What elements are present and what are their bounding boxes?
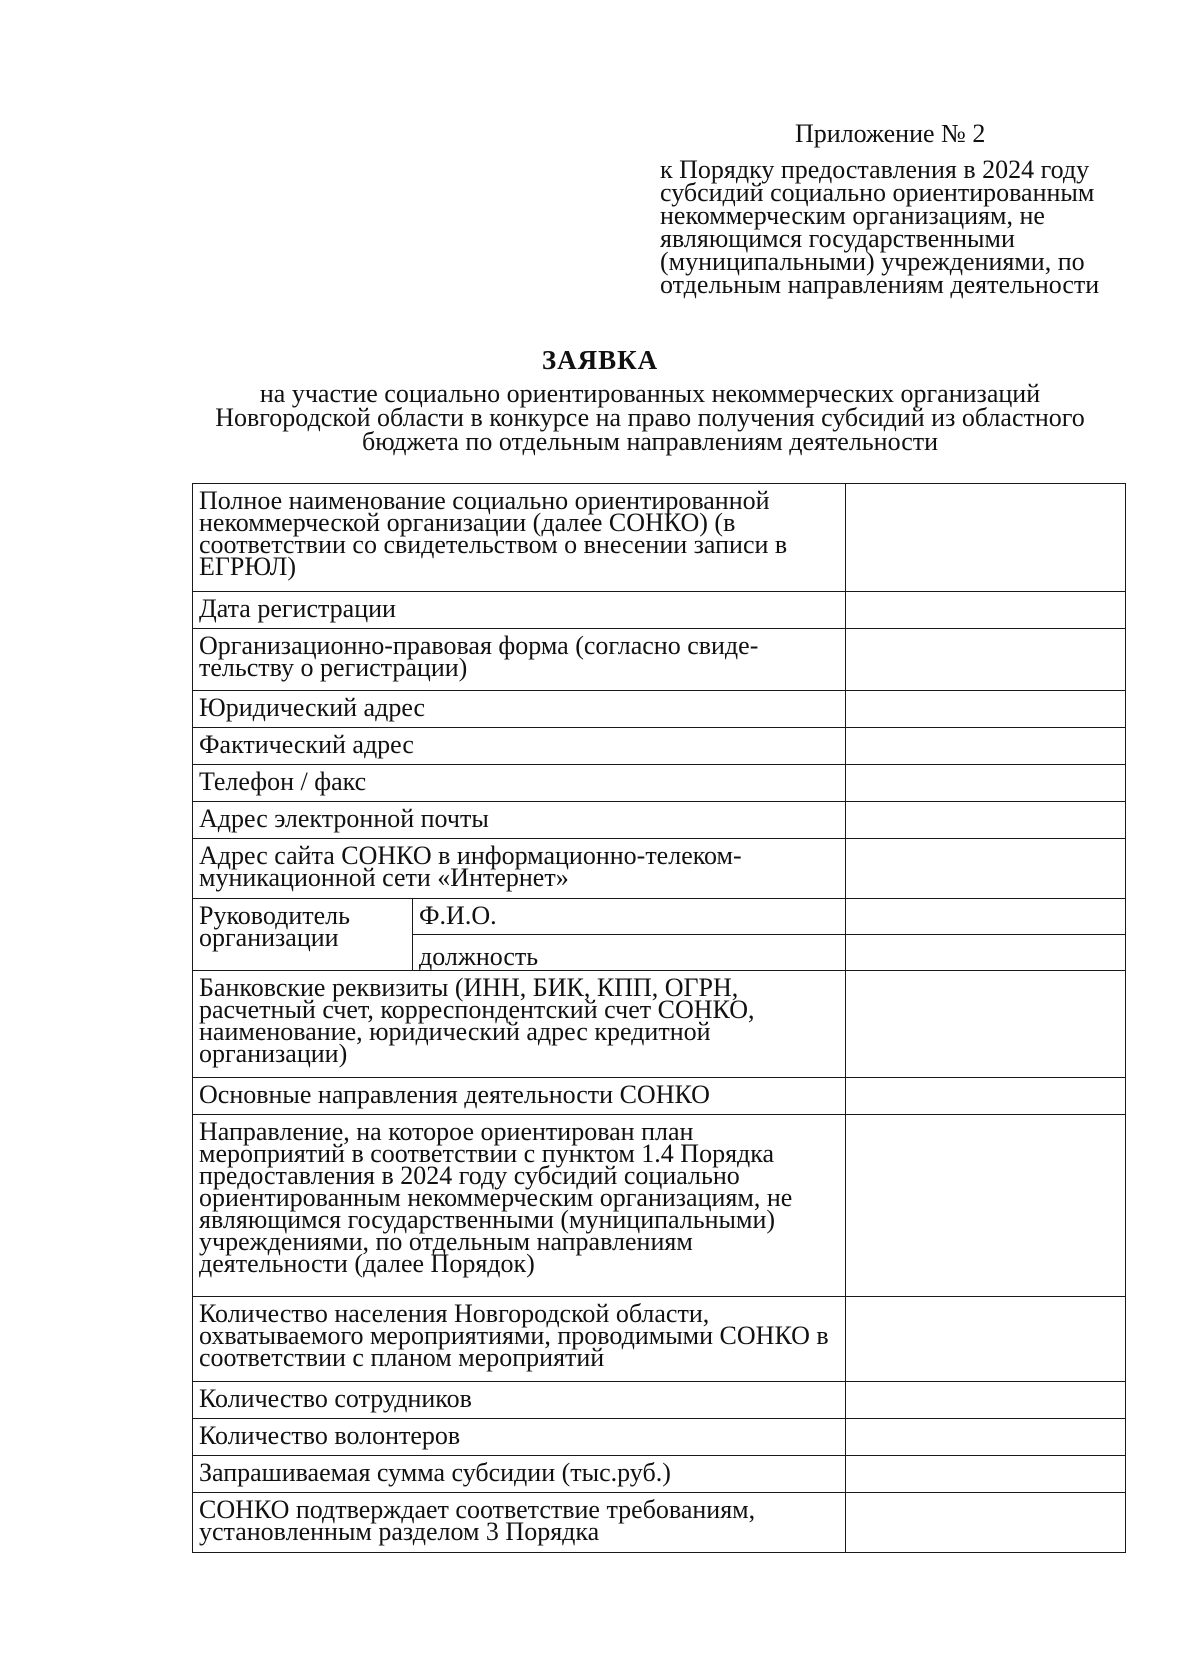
value-cell-registration-date[interactable]	[846, 592, 1126, 629]
table-row	[193, 691, 1126, 728]
row-label-full-name: Полное наименование социально ориентированной некоммерческой организации (далее СОНКО) (в соответствии со свидетельством о внесении записи в ЕГРЮЛ)	[193, 484, 846, 592]
row-label-bank-details: Банковские реквизиты (ИНН, БИК, КПП, ОГРН, расчетный счет, корреспондентский счет СОНКО, наименование, юридический адрес кредитной организации)	[193, 971, 846, 1078]
row-label-head: Руководитель организации	[193, 899, 413, 971]
table-row	[193, 1419, 1126, 1456]
appendix-text: к Порядку предоставления в 2024 году субсидий социально ориентированным некоммерческим организациям, не являющимся государственными (муниципальными) учреждениями, по отдельным направлениям деятельности	[660, 155, 1100, 299]
table-row	[193, 592, 1126, 629]
value-cell-requested-amount[interactable]	[846, 1456, 1126, 1493]
document-title: ЗАЯВКА	[541, 345, 659, 375]
row-label-email: Адрес электронной почты	[193, 802, 846, 839]
value-cell-population-covered[interactable]	[846, 1297, 1126, 1382]
row-label-compliance: СОНКО подтверждает соответствие требованиям, установленным разделом 3 Порядка	[193, 1493, 846, 1553]
row-label-registration-date: Дата регистрации	[193, 592, 846, 629]
value-cell-head-position[interactable]	[846, 935, 1126, 971]
row-label-actual-address: Фактический адрес	[193, 728, 846, 765]
value-cell-email[interactable]	[846, 802, 1126, 839]
value-cell-full-name[interactable]	[846, 484, 1126, 592]
value-cell-direction[interactable]	[846, 1115, 1126, 1297]
value-cell-compliance[interactable]	[846, 1493, 1126, 1553]
value-cell-volunteers[interactable]	[846, 1419, 1126, 1456]
application-form-table	[192, 483, 1126, 1553]
row-label-phone-fax: Телефон / факс	[193, 765, 846, 802]
table-row	[193, 1078, 1126, 1115]
table-row	[193, 899, 1126, 935]
value-cell-phone-fax[interactable]	[846, 765, 1126, 802]
row-label-head-fio: Ф.И.О.	[413, 899, 846, 935]
row-label-legal-form: Организационно-правовая форма (согласно свиде-тельству о регистрации)	[193, 629, 846, 691]
row-label-volunteers: Количество волонтеров	[193, 1419, 846, 1456]
table-row	[193, 971, 1126, 1078]
row-label-requested-amount: Запрашиваемая сумма субсидии (тыс.руб.)	[193, 1456, 846, 1493]
value-cell-main-activities[interactable]	[846, 1078, 1126, 1115]
table-row	[193, 765, 1126, 802]
row-label-employees: Количество сотрудников	[193, 1382, 846, 1419]
table-row	[193, 728, 1126, 765]
row-label-population-covered: Количество населения Новгородской области, охватываемого мероприятиями, проводимыми СОНКО в соответствии с планом мероприятий	[193, 1297, 846, 1382]
row-label-main-activities: Основные направления деятельности СОНКО	[193, 1078, 846, 1115]
table-row	[193, 839, 1126, 899]
value-cell-website[interactable]	[846, 839, 1126, 899]
table-row	[193, 1115, 1126, 1297]
table-row	[193, 1382, 1126, 1419]
row-label-legal-address: Юридический адрес	[193, 691, 846, 728]
document-subtitle: на участие социально ориентированных некоммерческих организаций Новгородской области в конкурсе на право получения субсидий из областного бюджета по отдельным направлениям деятельности	[215, 379, 1085, 456]
table-row	[193, 484, 1126, 592]
appendix-title: Приложение № 2	[795, 119, 986, 148]
value-cell-actual-address[interactable]	[846, 728, 1126, 765]
row-label-website: Адрес сайта СОНКО в информационно-телеком-муникационной сети «Интернет»	[193, 839, 846, 899]
table-row	[193, 802, 1126, 839]
value-cell-bank-details[interactable]	[846, 971, 1126, 1078]
value-cell-legal-form[interactable]	[846, 629, 1126, 691]
row-label-direction: Направление, на которое ориентирован план мероприятий в соответствии с пунктом 1.4 Порядка предоставления в 2024 году субсидий социально ориентированным некоммерческим организациям, не являющимся государственными (муниципальными) учреждениями, по отдельным направлениям деятельности (далее Порядок)	[193, 1115, 846, 1297]
value-cell-legal-address[interactable]	[846, 691, 1126, 728]
value-cell-employees[interactable]	[846, 1382, 1126, 1419]
value-cell-head-fio[interactable]	[846, 899, 1126, 935]
row-label-head-position: должность	[413, 935, 846, 971]
table-row	[193, 629, 1126, 691]
table-row	[193, 1456, 1126, 1493]
table-row	[193, 1297, 1126, 1382]
table-row	[193, 1493, 1126, 1553]
